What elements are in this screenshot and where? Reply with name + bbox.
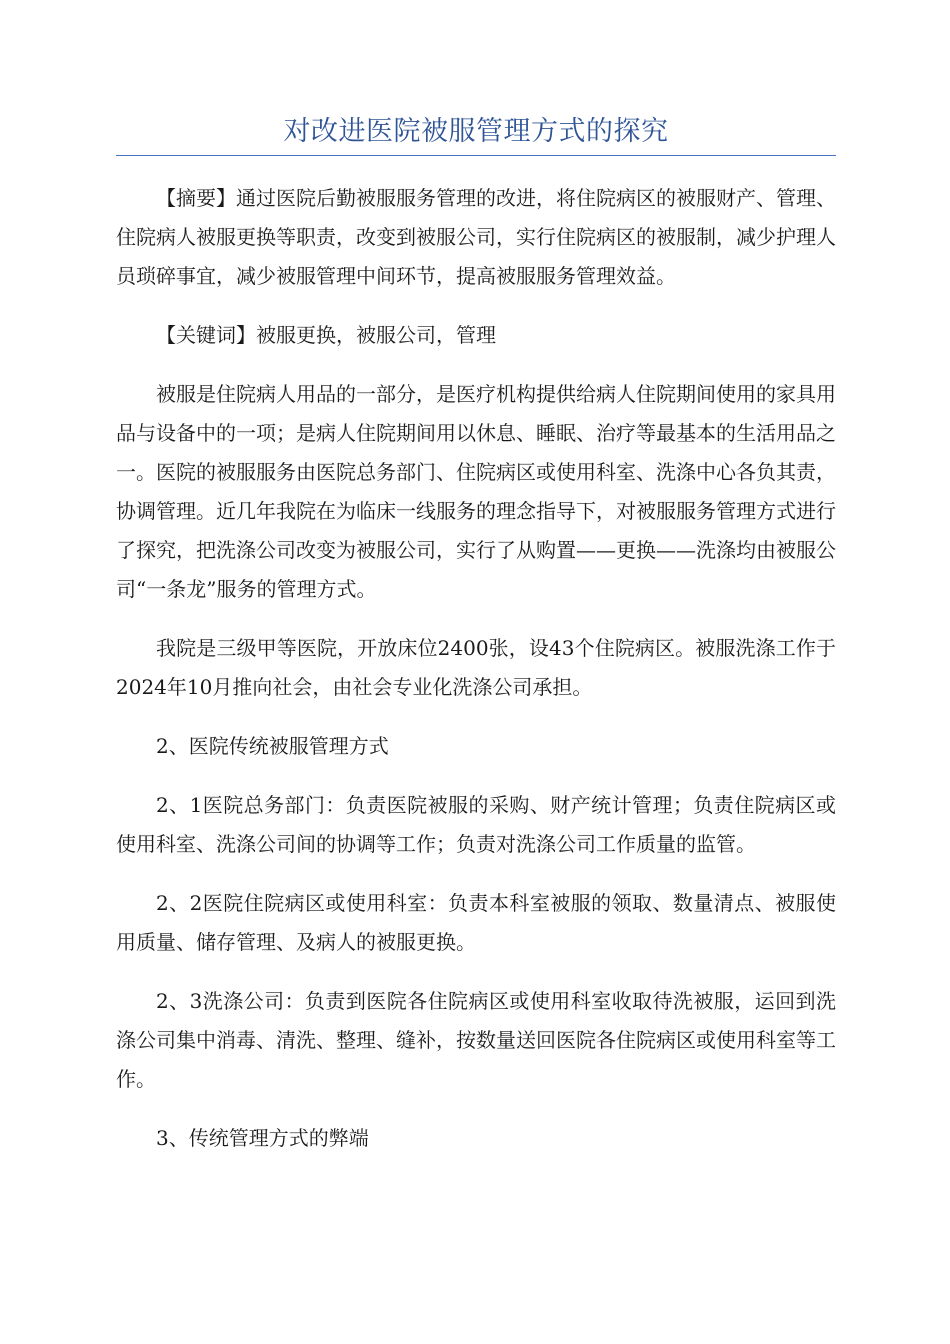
- section-2-3-paragraph: 2、3洗涤公司：负责到医院各住院病区或使用科室收取待洗被服，运回到洗涤公司集中消毒、清洗、整理、缝补，按数量送回医院各住院病区或使用科室等工作。: [116, 989, 836, 1091]
- document-title: 对改进医院被服管理方式的探究: [116, 112, 836, 156]
- abstract-paragraph: 【摘要】通过医院后勤被服服务管理的改进，将住院病区的被服财产、管理、住院病人被服更换等职责，改变到被服公司，实行住院病区的被服制，减少护理人员琐碎事宜，减少被服管理中间环节，提高被服服务管理效益。: [116, 186, 836, 288]
- keywords-paragraph: 【关键词】被服更换，被服公司，管理: [156, 323, 496, 347]
- document-page: [116, 112, 836, 1158]
- section-heading-3: 3、传统管理方式的弊端: [156, 1126, 369, 1150]
- section-2-1-paragraph: 2、1医院总务部门：负责医院被服的采购、财产统计管理；负责住院病区或使用科室、洗涤公司间的协调等工作；负责对洗涤公司工作质量的监管。: [116, 793, 836, 856]
- section-heading-2: 2、医院传统被服管理方式: [156, 734, 389, 758]
- section-2-2-paragraph: 2、2医院住院病区或使用科室：负责本科室被服的领取、数量清点、被服使用质量、储存管理、及病人的被服更换。: [116, 891, 836, 954]
- hospital-info-paragraph: 我院是三级甲等医院，开放床位2400张，设43个住院病区。被服洗涤工作于2024年10月推向社会，由社会专业化洗涤公司承担。: [116, 636, 836, 699]
- intro-paragraph: 被服是住院病人用品的一部分，是医疗机构提供给病人住院期间使用的家具用品与设备中的一项；是病人住院期间用以休息、睡眠、治疗等最基本的生活用品之一。医院的被服服务由医院总务部门、住院病区或使用科室、洗涤中心各负其责，协调管理。近几年我院在为临床一线服务的理念指导下，对被服服务管理方式进行了探究，把洗涤公司改变为被服公司，实行了从购置——更换——洗涤均由被服公司“一条龙”服务的管理方式。: [116, 382, 836, 601]
